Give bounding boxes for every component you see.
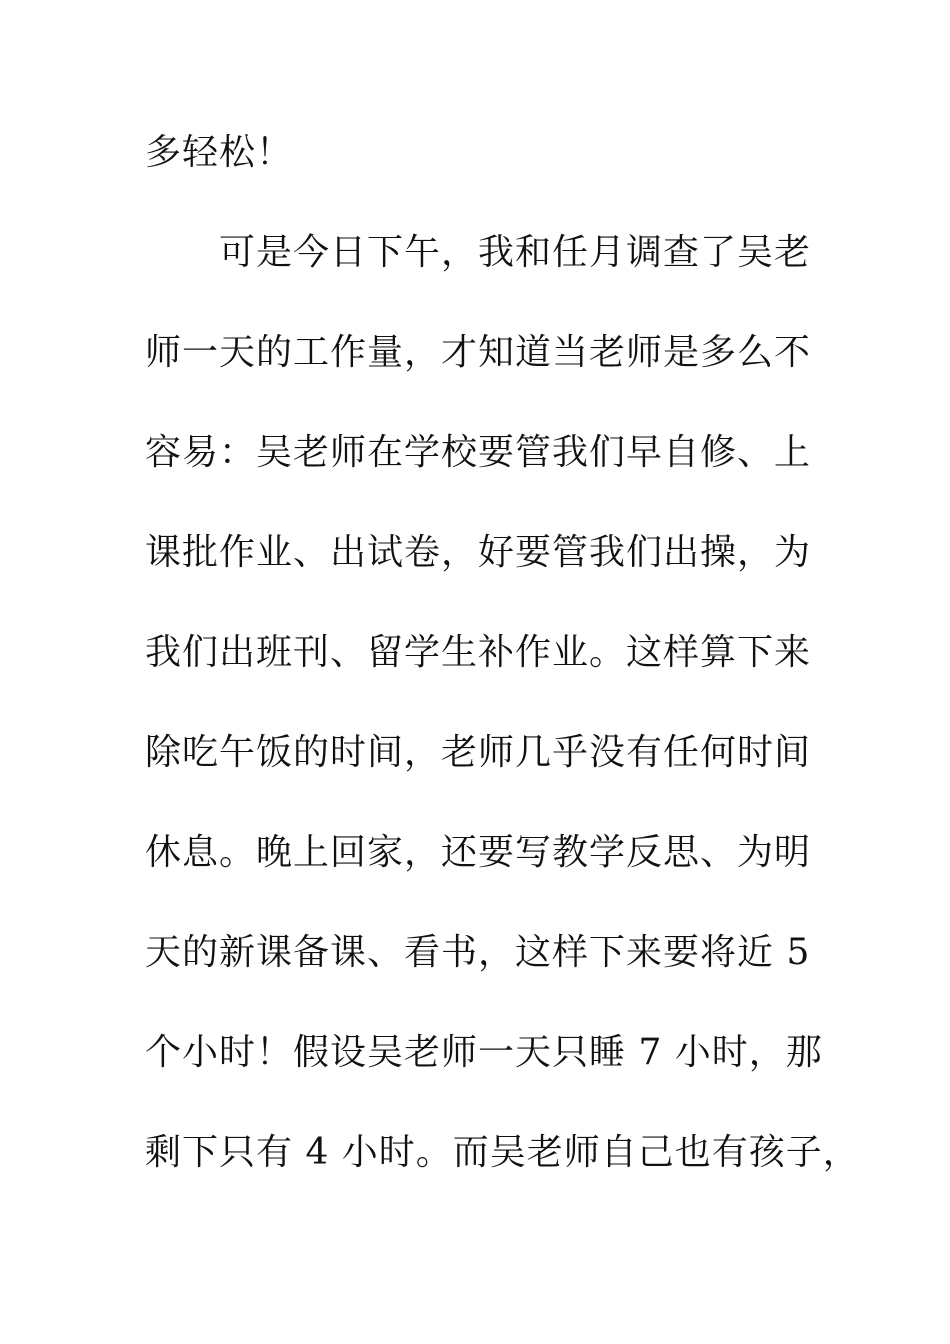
text-line-1: 多轻松！ <box>145 132 294 173</box>
text-line-5: 课批作业、出试卷，好要管我们出操，为 <box>145 532 812 573</box>
text-line-4: 容易：吴老师在学校要管我们早自修、上 <box>145 432 812 473</box>
paragraph-first-line: 可是今日下午，我和任月调查了吴老 <box>145 232 812 273</box>
text-line-6: 我们出班刊、留学生补作业。这样算下来 <box>145 632 812 673</box>
text-line-9: 天的新课备课、看书，这样下来要将近 5 <box>145 932 811 973</box>
text-line-7: 除吃午饭的时间，老师几乎没有任何时间 <box>145 732 812 773</box>
text-line-11: 剩下只有 4 小时。而吴老师自己也有孩子， <box>145 1132 860 1173</box>
text-line-10: 个小时！假设吴老师一天只睡 7 小时，那 <box>145 1032 823 1073</box>
text-line-3: 师一天的工作量，才知道当老师是多么不 <box>145 332 812 373</box>
text-line-8: 休息。晚上回家，还要写教学反思、为明 <box>145 832 812 873</box>
